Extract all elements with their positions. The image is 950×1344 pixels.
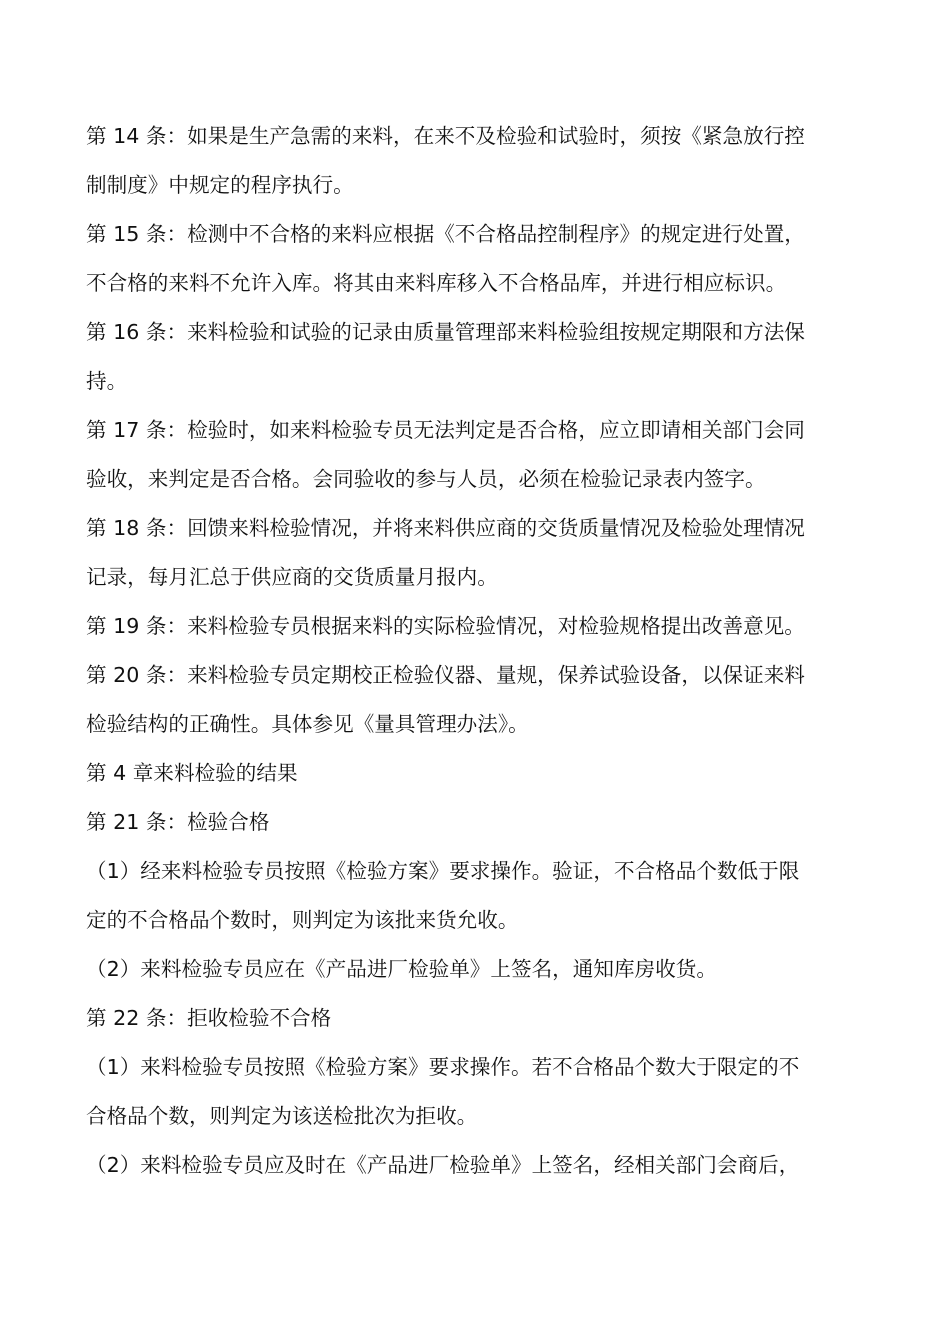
- text-line: 合格品个数，则判定为该送检批次为拒收。: [86, 1104, 478, 1128]
- text-line: 第 17 条：检验时，如来料检验专员无法判定是否合格，应立即请相关部门会同: [86, 418, 805, 442]
- article-20: [86, 651, 860, 749]
- text-line: 第 4 章来料检验的结果: [86, 761, 298, 785]
- text-line: （2）来料检验专员应在《产品进厂检验单》上签名，通知库房收货。: [86, 957, 717, 981]
- text-line: 第 21 条：检验合格: [86, 810, 270, 834]
- text-line: （1）经来料检验专员按照《检验方案》要求操作。验证，不合格品个数低于限: [86, 859, 800, 883]
- text-line: 第 20 条：来料检验专员定期校正检验仪器、量规，保养试验设备，以保证来料: [86, 663, 805, 687]
- text-line: 检验结构的正确性。具体参见《量具管理办法》。: [86, 712, 529, 736]
- text-line: 验收，来判定是否合格。会同验收的参与人员，必须在检验记录表内签字。: [86, 467, 766, 491]
- article-19: [86, 602, 860, 651]
- article-14: [86, 112, 860, 210]
- text-line: 记录，每月汇总于供应商的交货质量月报内。: [86, 565, 498, 589]
- text-line: 不合格的来料不允许入库。将其由来料库移入不合格品库，并进行相应标识。: [86, 271, 787, 295]
- text-line: 第 19 条：来料检验专员根据来料的实际检验情况，对检验规格提出改善意见。: [86, 614, 805, 638]
- text-line: 持。: [86, 369, 128, 393]
- article-21-item-2: [86, 945, 860, 994]
- chapter-4-heading: [86, 749, 860, 798]
- text-line: 制制度》中规定的程序执行。: [86, 173, 354, 197]
- article-22-heading: [86, 994, 860, 1043]
- article-22-item-2: [86, 1141, 860, 1190]
- text-line: （1）来料检验专员按照《检验方案》要求操作。若不合格品个数大于限定的不: [86, 1055, 800, 1079]
- article-18: [86, 504, 860, 602]
- text-line: 第 14 条：如果是生产急需的来料，在来不及检验和试验时，须按《紧急放行控: [86, 124, 805, 148]
- article-17: [86, 406, 860, 504]
- article-16: [86, 308, 860, 406]
- article-21-heading: [86, 798, 860, 847]
- text-line: 第 22 条：拒收检验不合格: [86, 1006, 332, 1030]
- text-line: 第 16 条：来料检验和试验的记录由质量管理部来料检验组按规定期限和方法保: [86, 320, 805, 344]
- text-line: 第 15 条：检测中不合格的来料应根据《不合格品控制程序》的规定进行处置，: [86, 222, 805, 246]
- text-line: 定的不合格品个数时，则判定为该批来货允收。: [86, 908, 519, 932]
- text-line: 第 18 条：回馈来料检验情况，并将来料供应商的交货质量情况及检验处理情况: [86, 516, 805, 540]
- article-15: [86, 210, 860, 308]
- document-body: [86, 112, 860, 1190]
- article-22-item-1: [86, 1043, 860, 1141]
- text-line: （2）来料检验专员应及时在《产品进厂检验单》上签名，经相关部门会商后，: [86, 1153, 800, 1177]
- article-21-item-1: [86, 847, 860, 945]
